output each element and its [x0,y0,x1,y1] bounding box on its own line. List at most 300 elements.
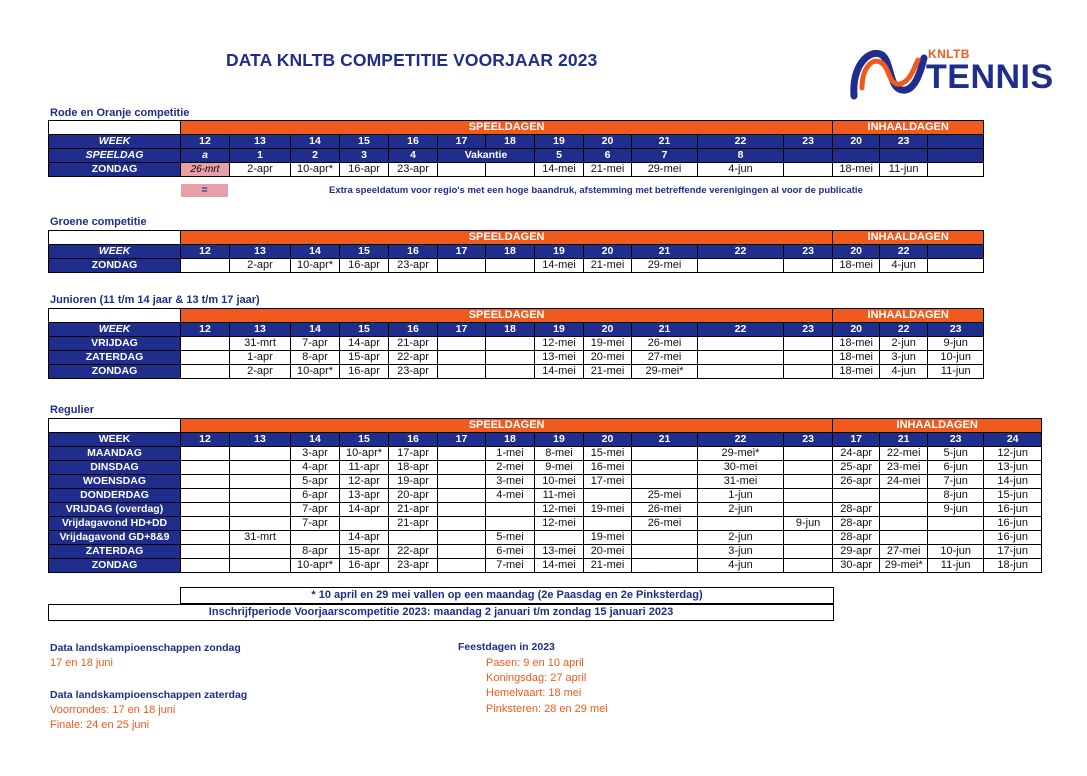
week-cell: 12 [181,135,230,149]
speeldag-cell: 1 [230,149,291,163]
inhaal-date-cell [880,517,928,531]
date-cell: 2-jun [698,531,784,545]
date-cell: 14-apr [340,503,389,517]
date-cell: 16-apr [340,163,389,177]
week-cell: 18 [486,135,535,149]
week-cell: 13 [230,245,291,259]
date-cell: 11-mei [535,489,584,503]
speeldag-cell: 5 [535,149,584,163]
week-cell: 13 [230,433,291,447]
row-label: DINSDAG [49,461,181,475]
date-cell: 26-mei [632,337,698,351]
date-cell: 11-apr [340,461,389,475]
inhaal-date-cell: 9-jun [928,503,984,517]
date-cell: 2-jun [698,503,784,517]
inhaal-date-cell [928,517,984,531]
date-cell [784,531,833,545]
date-cell [632,461,698,475]
inhaal-week-cell: 22 [880,323,928,337]
section-title-rode: Rode en Oranje competitie [50,107,190,119]
row-label: WEEK [49,245,181,259]
date-cell [438,337,486,351]
inhaal-date-cell: 28-apr [833,503,880,517]
date-cell: 26-mei [632,503,698,517]
date-cell [784,259,833,273]
date-cell: 21-apr [389,517,438,531]
inhaaldagen-header: INHAALDAGEN [833,309,984,323]
week-cell: 19 [535,135,584,149]
date-cell [928,163,984,177]
row-label: VRIJDAG [49,337,181,351]
date-cell: 12-apr [340,475,389,489]
week-cell: 15 [340,135,389,149]
date-cell: 16-apr [340,365,389,379]
week-cell: 13 [230,135,291,149]
date-cell: 8-mei [535,447,584,461]
inhaaldagen-header: INHAALDAGEN [833,419,1042,433]
inhaal-date-cell: 30-apr [833,559,880,573]
date-cell: 17-apr [389,447,438,461]
inhaal-date-cell [833,489,880,503]
inhaal-date-cell: 16-jun [984,503,1042,517]
lk-zaterdag-title: Data landskampioenschappen zaterdag [50,689,248,701]
date-cell: 17-mei [584,475,632,489]
date-cell: 10-apr* [291,365,340,379]
date-cell: 14-apr [340,337,389,351]
inhaaldagen-header: INHAALDAGEN [833,231,984,245]
inhaal-date-cell: 18-mei [833,259,880,273]
week-cell: 23 [784,323,833,337]
date-cell: 5-mei [486,531,535,545]
week-cell: 23 [784,245,833,259]
date-cell [632,447,698,461]
inhaal-date-cell: 2-jun [880,337,928,351]
inhaal-date-cell: 11-jun [928,559,984,573]
inhaal-date-cell: 4-jun [880,365,928,379]
date-cell [230,489,291,503]
date-cell: 15-apr [340,351,389,365]
week-cell: 23 [784,135,833,149]
date-cell [230,545,291,559]
date-cell [784,545,833,559]
row-label: WEEK [49,433,181,447]
date-cell [438,545,486,559]
date-cell: 14-apr [340,531,389,545]
date-cell: 2-apr [230,163,291,177]
row-label: WEEK [49,135,181,149]
inhaal-date-cell [880,489,928,503]
date-cell: 3-apr [291,447,340,461]
date-cell: 23-apr [389,365,438,379]
date-cell: 14-mei [535,163,584,177]
date-cell: 2-apr [230,259,291,273]
row-label: SPEELDAG [49,149,181,163]
inhaal-date-cell: 5-jun [928,447,984,461]
inhaal-date-cell: 7-jun [928,475,984,489]
date-cell [698,517,784,531]
date-cell: 25-mei [632,489,698,503]
date-cell [698,259,784,273]
date-cell: 19-mei [584,337,632,351]
week-cell: 23 [784,433,833,447]
row-label: DONDERDAG [49,489,181,503]
week-cell: 16 [389,135,438,149]
inhaal-week-cell: 23 [928,433,984,447]
inhaal-week-cell: 20 [833,245,880,259]
knltb-logo [848,44,1054,102]
date-cell [698,337,784,351]
date-cell [486,517,535,531]
week-cell: 21 [632,433,698,447]
date-cell [181,475,230,489]
date-cell: 9-mei [535,461,584,475]
date-cell: 2-apr [230,365,291,379]
inhaal-date-cell: 17-jun [984,545,1042,559]
inhaal-date-cell: 18-mei [833,365,880,379]
date-cell: 30-mei [698,461,784,475]
date-cell: 10-apr* [340,447,389,461]
inhaal-date-cell: 3-jun [880,351,928,365]
date-cell: 7-apr [291,517,340,531]
date-cell: 31-mrt [230,337,291,351]
week-cell: 16 [389,323,438,337]
date-cell [632,559,698,573]
date-cell: 5-apr [291,475,340,489]
inhaal-date-cell: 4-jun [880,259,928,273]
date-cell: 4-jun [698,559,784,573]
date-cell [784,475,833,489]
table-groene [48,230,984,273]
speeldag-cell [784,149,833,163]
date-cell: 4-apr [291,461,340,475]
date-cell [230,447,291,461]
week-cell: 21 [632,323,698,337]
date-cell [181,351,230,365]
table-regulier [48,418,1042,573]
table-junioren [48,308,984,379]
date-cell: 22-apr [389,351,438,365]
date-cell [230,559,291,573]
date-cell [181,365,230,379]
date-cell: 6-mei [486,545,535,559]
date-cell: 6-apr [291,489,340,503]
legend-symbol: = [181,184,228,197]
week-cell: 18 [486,433,535,447]
week-cell: 20 [584,135,632,149]
date-cell [438,461,486,475]
week-cell: 22 [698,135,784,149]
date-cell [784,559,833,573]
date-cell: 14-mei [535,259,584,273]
date-cell [389,531,438,545]
date-cell [181,447,230,461]
date-cell [438,163,486,177]
date-cell [438,531,486,545]
week-cell: 15 [340,323,389,337]
date-cell [784,489,833,503]
week-cell: 22 [698,323,784,337]
date-cell: 20-apr [389,489,438,503]
date-cell: 3-jun [698,545,784,559]
maandag-note: * 10 april en 29 mei vallen op een maandag (2e Paasdag en 2e Pinksterdag) [180,587,834,604]
date-cell [230,475,291,489]
date-cell: 15-apr [340,545,389,559]
date-cell [632,475,698,489]
date-cell [632,545,698,559]
date-cell: 1-jun [698,489,784,503]
row-label: Vrijdagavond GD+8&9 [49,531,181,545]
date-cell: 18-apr [389,461,438,475]
inhaal-week-cell: 24 [984,433,1042,447]
date-cell: 9-jun [784,517,833,531]
date-cell [486,337,535,351]
feestdagen-title: Feestdagen in 2023 [458,641,555,653]
date-cell [438,559,486,573]
date-cell [784,163,833,177]
inhaal-date-cell [880,503,928,517]
inhaal-date-cell [928,259,984,273]
date-cell: 7-mei [486,559,535,573]
date-cell [784,461,833,475]
week-cell: 15 [340,433,389,447]
lk-zaterdag-voorrondes: Voorrondes: 17 en 18 juni [50,704,176,716]
date-cell [181,559,230,573]
date-cell: 20-mei [584,351,632,365]
inhaal-date-cell: 14-jun [984,475,1042,489]
week-cell: 17 [438,245,486,259]
date-cell [340,517,389,531]
week-cell: 18 [486,245,535,259]
date-cell [784,351,833,365]
week-cell: 20 [584,323,632,337]
date-cell: 27-mei [632,351,698,365]
inhaal-date-cell: 13-jun [984,461,1042,475]
week-cell: 12 [181,323,230,337]
feestdag-item: Pinksteren: 28 en 29 mei [486,703,608,715]
logo-tennis-text: TENNIS [926,58,1054,96]
week-cell: 22 [698,433,784,447]
inhaal-date-cell: 23-mei [880,461,928,475]
logo-swoosh-icon [848,44,928,102]
date-cell: 19-mei [584,503,632,517]
inhaal-date-cell: 10-jun [928,351,984,365]
date-cell [486,163,535,177]
week-cell: 19 [535,245,584,259]
date-cell [438,365,486,379]
section-title-junioren: Junioren (11 t/m 14 jaar & 13 t/m 17 jaar) [50,294,260,306]
inhaal-date-cell: 24-mei [880,475,928,489]
date-cell: 4-mei [486,489,535,503]
date-cell: 23-apr [389,163,438,177]
date-cell: 7-apr [291,503,340,517]
week-cell: 12 [181,433,230,447]
week-cell: 16 [389,245,438,259]
inhaal-date-cell: 18-mei [833,351,880,365]
date-cell [784,447,833,461]
inhaal-date-cell: 29-apr [833,545,880,559]
week-cell: 19 [535,323,584,337]
row-label: ZONDAG [49,163,181,177]
lk-zondag-date: 17 en 18 juni [50,657,113,669]
week-cell: 14 [291,433,340,447]
inhaal-date-cell: 28-apr [833,531,880,545]
row-label: ZATERDAG [49,351,181,365]
date-cell: 12-mei [535,517,584,531]
inhaal-date-cell: 22-mei [880,447,928,461]
date-cell: 21-mei [584,365,632,379]
speeldagen-header: SPEELDAGEN [181,309,833,323]
date-cell [181,489,230,503]
date-cell: 21-mei [584,559,632,573]
date-cell [584,517,632,531]
week-cell: 22 [698,245,784,259]
section-title-groene: Groene competitie [50,216,147,228]
date-cell: 16-apr [340,259,389,273]
date-cell: 21-apr [389,337,438,351]
inhaal-date-cell: 11-jun [928,365,984,379]
date-cell: 21-mei [584,259,632,273]
date-cell [181,545,230,559]
week-cell: 21 [632,135,698,149]
date-cell: 15-mei [584,447,632,461]
logo-knltb-text: KNLTB [928,47,970,61]
date-cell: 1-apr [230,351,291,365]
week-cell: 20 [584,433,632,447]
date-cell: 29-mei [632,163,698,177]
date-cell [181,461,230,475]
date-cell: 26-mei [632,517,698,531]
date-cell [438,259,486,273]
inhaal-date-cell: 24-apr [833,447,880,461]
table-rode-oranje [48,120,984,177]
date-cell [291,531,340,545]
lk-zaterdag-finale: Finale: 24 en 25 juni [50,719,150,731]
date-cell: 13-apr [340,489,389,503]
page-title: DATA KNLTB COMPETITIE VOORJAAR 2023 [226,50,598,70]
inhaal-date-cell: 25-apr [833,461,880,475]
date-cell [486,259,535,273]
date-cell [438,503,486,517]
inhaal-date-cell: 6-jun [928,461,984,475]
row-label: WEEK [49,323,181,337]
date-cell: 11-jun [880,163,928,177]
row-label: WOENSDAG [49,475,181,489]
date-cell [181,503,230,517]
week-cell: 20 [833,135,880,149]
date-cell: 14-mei [535,365,584,379]
date-cell [486,365,535,379]
speeldag-cell: 8 [698,149,784,163]
row-label: ZATERDAG [49,545,181,559]
feestdag-item: Hemelvaart: 18 mei [486,687,582,699]
date-cell [230,461,291,475]
date-cell: 21-mei [584,163,632,177]
inhaal-date-cell: 26-apr [833,475,880,489]
date-cell: 31-mrt [230,531,291,545]
inhaal-week-cell: 17 [833,433,880,447]
date-cell: 8-apr [291,351,340,365]
speeldag-cell: 4 [389,149,438,163]
speeldag-cell: 6 [584,149,632,163]
date-cell: 4-jun [698,163,784,177]
date-cell: 13-mei [535,545,584,559]
week-cell: 17 [438,135,486,149]
legend-text: Extra speeldatum voor regio's met een hoge baandruk, afstemming met betreffende verenigingen al voor de publicatie [329,185,863,196]
speeldagen-header: SPEELDAGEN [181,419,833,433]
date-cell: 1-mei [486,447,535,461]
inhaal-date-cell: 16-jun [984,531,1042,545]
inhaal-week-cell: 20 [833,323,880,337]
date-cell: 13-mei [535,351,584,365]
date-cell: 10-apr* [291,259,340,273]
week-cell: 14 [291,323,340,337]
speeldagen-header: SPEELDAGEN [181,231,833,245]
inhaal-week-cell [928,245,984,259]
row-label: Vrijdagavond HD+DD [49,517,181,531]
inhaal-week-cell: 22 [880,245,928,259]
date-cell [486,503,535,517]
feestdag-item: Koningsdag: 27 april [486,672,587,684]
week-cell: 17 [438,323,486,337]
row-label: ZONDAG [49,365,181,379]
date-cell [438,489,486,503]
date-cell [535,531,584,545]
week-cell: 21 [632,245,698,259]
speeldag-cell: 2 [291,149,340,163]
date-cell [698,351,784,365]
week-cell: 15 [340,245,389,259]
date-cell: 29-mei* [632,365,698,379]
vakantie-cell: Vakantie [438,149,535,163]
date-cell [438,517,486,531]
speeldagen-header: SPEELDAGEN [181,121,833,135]
inhaal-date-cell: 27-mei [880,545,928,559]
inhaal-week-cell: 23 [928,323,984,337]
date-cell [584,489,632,503]
date-cell: 12-mei [535,503,584,517]
inhaal-date-cell: 9-jun [928,337,984,351]
date-cell [181,531,230,545]
date-cell: 26-mrt [181,163,230,177]
week-cell: 18 [486,323,535,337]
inhaal-date-cell [928,531,984,545]
inschrijf-note: Inschrijfperiode Voorjaarscompetitie 2023: maandag 2 januari t/m zondag 15 januari 2023 [48,604,834,621]
date-cell: 3-mei [486,475,535,489]
date-cell [181,337,230,351]
inhaal-date-cell: 16-jun [984,517,1042,531]
date-cell: 12-mei [535,337,584,351]
week-cell: 19 [535,433,584,447]
date-cell: 2-mei [486,461,535,475]
inhaaldagen-header: INHAALDAGEN [833,121,984,135]
speeldag-cell: a [181,149,230,163]
date-cell [181,259,230,273]
week-cell: 14 [291,135,340,149]
date-cell [230,503,291,517]
feestdag-item: Pasen: 9 en 10 april [486,657,584,669]
row-label: ZONDAG [49,559,181,573]
inhaal-date-cell [880,531,928,545]
inhaal-date-cell: 28-apr [833,517,880,531]
inhaal-date-cell: 15-jun [984,489,1042,503]
date-cell: 19-apr [389,475,438,489]
date-cell [230,517,291,531]
date-cell: 18-mei [833,163,880,177]
week-cell: 12 [181,245,230,259]
week-cell: 13 [230,323,291,337]
date-cell: 31-mei [698,475,784,489]
speeldag-cell: 3 [340,149,389,163]
